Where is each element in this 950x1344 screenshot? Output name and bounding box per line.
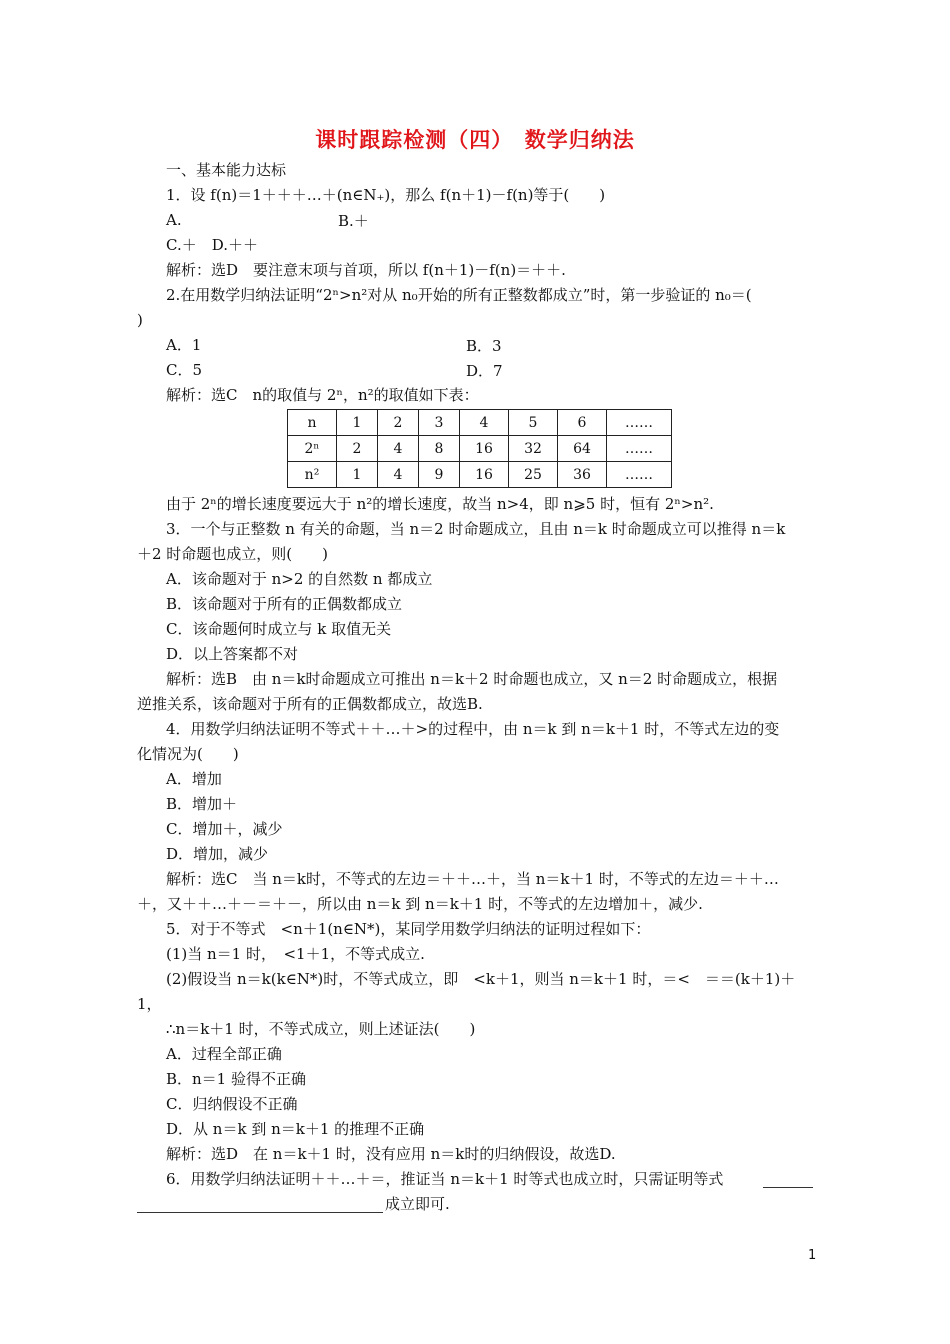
q6-stem-line1: 6．用数学归纳法证明＋＋…＋＝，推证当 n＝k＋1 时等式也成立时，只需证明等式 bbox=[166, 1170, 724, 1188]
q5-stem: 5．对于不等式 <n＋1(n∈N*)，某同学用数学归纳法的证明过程如下： bbox=[166, 920, 651, 938]
table-cell: 9 bbox=[419, 462, 460, 488]
page-title: 课时跟踪检测（四） 数学归纳法 bbox=[315, 128, 635, 152]
table-cell: 2ⁿ bbox=[288, 436, 337, 462]
q1-option-cd: C.＋ D.＋＋ bbox=[166, 236, 258, 254]
table-cell: 1 bbox=[337, 410, 378, 436]
answer-blank bbox=[763, 1187, 813, 1188]
table-row bbox=[288, 462, 672, 488]
table-cell: n² bbox=[288, 462, 337, 488]
q5-option-d: D．从 n＝k 到 n＝k＋1 的推理不正确 bbox=[166, 1120, 425, 1138]
q3-solution-line1: 解析：选B 由 n＝k时命题成立可推出 n＝k＋2 时命题也成立，又 n＝2 时命题成立，根据 bbox=[166, 670, 778, 688]
q1-option-a: A. bbox=[166, 211, 182, 229]
table-cell: n bbox=[288, 410, 337, 436]
q4-stem-line1: 4．用数学归纳法证明不等式＋＋…＋>的过程中，由 n＝k 到 n＝k＋1 时，不等式左边的变 bbox=[166, 720, 780, 738]
table-cell: 8 bbox=[419, 436, 460, 462]
q2-solution: 解析：选C n的取值与 2ⁿ，n²的取值如下表： bbox=[166, 386, 479, 404]
q2-conclusion: 由于 2ⁿ的增长速度要远大于 n²的增长速度，故当 n>4，即 n⩾5 时，恒有 2ⁿ>n². bbox=[166, 495, 714, 513]
q5-step2-line1: (2)假设当 n＝k(k∈N*)时，不等式成立，即 <k＋1，则当 n＝k＋1 时，＝< ＝＝(k＋1)＋ bbox=[166, 970, 796, 988]
q4-stem-line2: 化情况为( ) bbox=[137, 745, 239, 763]
q5-option-b: B．n＝1 验得不正确 bbox=[166, 1070, 306, 1088]
q2-option-c: C．5 bbox=[166, 361, 203, 379]
q4-option-c: C．增加＋，减少 bbox=[166, 820, 283, 838]
q3-option-a: A．该命题对于 n>2 的自然数 n 都成立 bbox=[166, 570, 433, 588]
q4-option-d: D．增加，减少 bbox=[166, 845, 269, 863]
q3-stem-line1: 3．一个与正整数 n 有关的命题，当 n＝2 时命题成立，且由 n＝k 时命题成立可以推得 n＝k bbox=[166, 520, 786, 538]
q4-option-a: A．增加 bbox=[166, 770, 222, 788]
q5-option-c: C．归纳假设不正确 bbox=[166, 1095, 298, 1113]
table-cell: 2 bbox=[337, 436, 378, 462]
table-cell: 4 bbox=[378, 462, 419, 488]
q3-option-c: C．该命题何时成立与 k 取值无关 bbox=[166, 620, 392, 638]
table-cell: 25 bbox=[509, 462, 558, 488]
table-cell: …… bbox=[607, 436, 672, 462]
table-cell: 64 bbox=[558, 436, 607, 462]
table-cell: 3 bbox=[419, 410, 460, 436]
q3-solution-line2: 逆推关系，该命题对于所有的正偶数都成立，故选B. bbox=[137, 695, 483, 713]
table-cell: 6 bbox=[558, 410, 607, 436]
q1-solution: 解析：选D 要注意末项与首项，所以 f(n＋1)－f(n)＝＋＋. bbox=[166, 261, 566, 279]
q3-stem-line2: ＋2 时命题也成立，则( ) bbox=[137, 545, 329, 563]
q4-solution-line2: ＋，又＋＋…＋－＝＋－，所以由 n＝k 到 n＝k＋1 时，不等式的左边增加＋，减少. bbox=[137, 895, 703, 913]
section-heading: 一、基本能力达标 bbox=[166, 161, 287, 179]
table-cell: 1 bbox=[337, 462, 378, 488]
table-cell: …… bbox=[607, 410, 672, 436]
table-cell: 16 bbox=[460, 436, 509, 462]
q5-step1: (1)当 n＝1 时， <1＋1，不等式成立. bbox=[166, 945, 425, 963]
table-cell: 16 bbox=[460, 462, 509, 488]
q1-stem: 1．设 f(n)＝1＋＋＋…＋(n∈N₊)，那么 f(n＋1)－f(n)等于( ) bbox=[166, 186, 606, 204]
q4-solution-line1: 解析：选C 当 n＝k时，不等式的左边＝＋＋…＋，当 n＝k＋1 时，不等式的左边＝＋＋… bbox=[166, 870, 779, 888]
q2-stem-line1: 2.在用数学归纳法证明“2ⁿ>n²对从 n₀开始的所有正整数都成立”时，第一步验证的 n₀＝( bbox=[166, 286, 752, 304]
table-row bbox=[288, 436, 672, 462]
q5-step3: ∴n＝k＋1 时，不等式成立，则上述证法( ) bbox=[166, 1020, 476, 1038]
table-cell: …… bbox=[607, 462, 672, 488]
q6-stem-line2: 成立即可. bbox=[385, 1195, 450, 1213]
table-cell: 5 bbox=[509, 410, 558, 436]
q4-option-b: B．增加＋ bbox=[166, 795, 238, 813]
table-cell: 36 bbox=[558, 462, 607, 488]
q2-stem-line2: ) bbox=[137, 311, 143, 329]
table-cell: 4 bbox=[460, 410, 509, 436]
q1-option-b: B.＋ bbox=[338, 212, 369, 230]
q2-option-b: B．3 bbox=[466, 337, 502, 355]
q3-option-d: D．以上答案都不对 bbox=[166, 645, 299, 663]
page-number: 1 bbox=[808, 1248, 817, 1263]
table-cell: 4 bbox=[378, 436, 419, 462]
q5-solution: 解析：选D 在 n＝k＋1 时，没有应用 n＝k时的归纳假设，故选D. bbox=[166, 1145, 616, 1163]
values-table bbox=[287, 409, 672, 488]
q2-option-a: A．1 bbox=[166, 336, 202, 354]
table-cell: 2 bbox=[378, 410, 419, 436]
table-row bbox=[288, 410, 672, 436]
q2-option-d: D．7 bbox=[466, 362, 503, 380]
q3-option-b: B．该命题对于所有的正偶数都成立 bbox=[166, 595, 403, 613]
q5-step2-line2: 1， bbox=[137, 995, 162, 1013]
q5-option-a: A．过程全部正确 bbox=[166, 1045, 282, 1063]
answer-blank bbox=[137, 1212, 383, 1213]
table-cell: 32 bbox=[509, 436, 558, 462]
